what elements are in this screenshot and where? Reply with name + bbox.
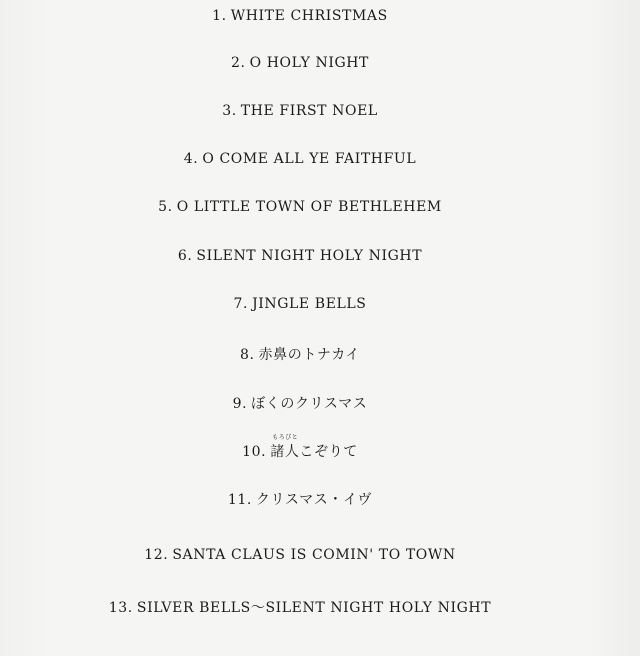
track-title: THE FIRST NOEL — [240, 103, 378, 119]
track-title: O LITTLE TOWN OF BETHLEHEM — [176, 199, 442, 215]
track-6 — [0, 248, 600, 264]
track-1 — [0, 8, 600, 24]
track-title: クリスマス・イヴ — [255, 492, 373, 508]
track-title-kanji: 諸人 — [270, 444, 300, 460]
track-number: 13. — [108, 600, 133, 616]
track-2 — [0, 55, 600, 71]
track-number: 2. — [231, 55, 246, 71]
track-7 — [0, 296, 600, 312]
track-3 — [0, 103, 600, 119]
track-title: O HOLY NIGHT — [249, 55, 369, 71]
track-number: 1. — [212, 8, 227, 24]
track-8 — [0, 344, 600, 364]
track-number: 8. — [239, 347, 255, 363]
track-title: SILVER BELLS～SILENT NIGHT HOLY NIGHT — [136, 600, 492, 616]
track-13 — [0, 597, 600, 617]
track-number: 4. — [183, 151, 199, 167]
track-9 — [0, 393, 600, 413]
track-12 — [0, 547, 600, 563]
track-title: O COME ALL YE FAITHFUL — [202, 151, 417, 167]
track-number: 11. — [227, 492, 252, 508]
track-number: 7. — [233, 296, 249, 312]
track-title: JINGLE BELLS — [252, 296, 367, 312]
track-title: SILENT NIGHT HOLY NIGHT — [196, 248, 423, 264]
track-number: 5. — [158, 199, 173, 215]
track-10 — [0, 434, 600, 461]
track-number: 12. — [144, 547, 169, 563]
furigana: もろびと — [272, 434, 299, 441]
track-title: ぼくのクリスマス — [251, 396, 368, 412]
track-number: 9. — [232, 396, 248, 412]
track-number: 6. — [177, 248, 193, 264]
track-4 — [0, 151, 600, 167]
track-number: 3. — [222, 103, 237, 119]
track-5 — [0, 199, 600, 215]
track-11 — [0, 489, 600, 509]
track-title: 赤鼻のトナカイ — [258, 347, 361, 363]
track-title-kanji-with-furigana — [270, 434, 300, 461]
track-title: SANTA CLAUS IS COMIN' TO TOWN — [172, 547, 456, 563]
track-number: 10. — [242, 444, 267, 460]
track-title: WHITE CHRISTMAS — [230, 8, 388, 24]
track-title: こぞりて — [299, 444, 358, 460]
